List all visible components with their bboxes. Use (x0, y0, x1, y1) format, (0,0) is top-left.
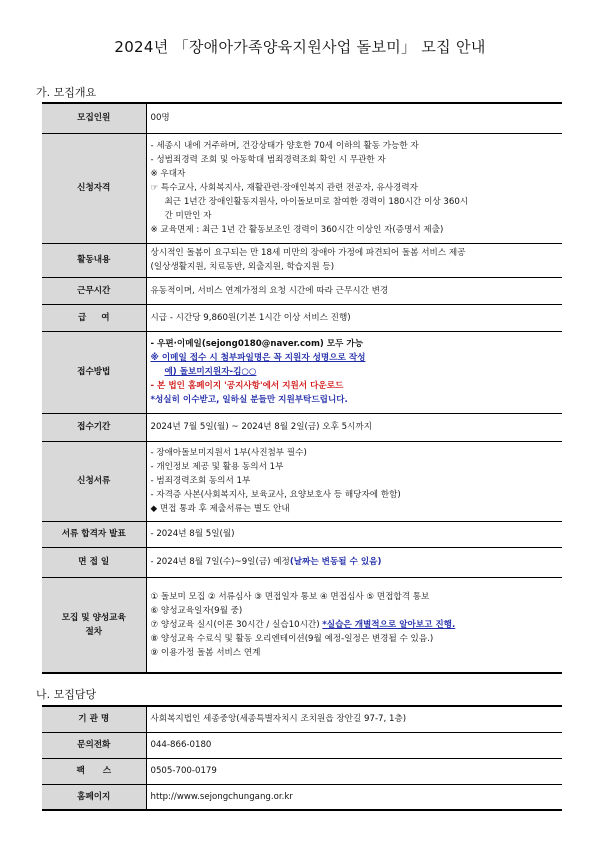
table-row (42, 441, 562, 521)
method-line-email-note: ※ 이메일 접수 시 첨부파일명은 꼭 지원자 성명으로 작성 (150, 353, 366, 363)
procedure-label (42, 577, 146, 673)
interview-note: (날짜는 변동될 수 있음) (289, 557, 382, 567)
method-line: - 우편·이메일(sejong0180@naver.com) 모두 가능 (150, 339, 364, 349)
procedure-practice-note: *실습은 개별적으로 알아보고 진행. (322, 619, 456, 630)
pay-value: 시급 - 시간당 9,860원(기본 1시간 이상 서비스 진행) (146, 304, 562, 331)
phone-label: 문의전화 (42, 732, 146, 758)
documents-line: - 개인정보 제공 및 활용 동의서 1부 (150, 462, 284, 472)
activity-value (146, 243, 562, 277)
recruit-overview-table (42, 102, 562, 674)
documents-line: - 장애아돌보미지원서 1부(사진첨부 필수) (150, 448, 307, 458)
hours-value: 유동적이며, 서비스 연계가정의 요청 시간에 따라 근무시간 변경 (146, 277, 562, 304)
procedure-line: ① 돌보미 모집 ② 서류심사 ③ 면접일자 통보 ④ 면접심사 ⑤ 면접합격 통보 (150, 591, 430, 602)
procedure-training: ⑦ 양성교육 실시(이론 30시간 / 실습10시간) (150, 619, 323, 630)
procedure-label-line: 모집 및 양성교육 (61, 612, 126, 623)
procedure-line: ⑥ 양성교육일자(9월 중) (150, 605, 243, 616)
section-heading-overview: 가. 모집개요 (36, 86, 97, 99)
table-row (42, 521, 562, 547)
pay-label: 급 여 (42, 304, 146, 331)
hours-label: 근무시간 (42, 277, 146, 304)
period-value: 2024년 7월 5일(월) ~ 2024년 8월 2일(금) 오후 5시까지 (146, 413, 562, 441)
pass-announcement-value: - 2024년 8월 5일(월) (146, 521, 562, 547)
procedure-label-line: 절차 (85, 626, 103, 637)
table-row (42, 547, 562, 577)
table-row (42, 732, 562, 758)
method-line-example: 예) 돌보미지원자-김○○ (164, 367, 257, 377)
table-row (42, 413, 562, 441)
table-row (42, 304, 562, 331)
fax-label: 팩 스 (42, 758, 146, 784)
activity-line: (일상생활지원, 치료동반, 외출지원, 학습지원 등) (150, 262, 335, 272)
interview-value (146, 547, 562, 577)
procedure-value (146, 577, 562, 673)
qualification-label: 신청자격 (42, 133, 146, 243)
method-value (146, 331, 562, 413)
method-line-request: *성실히 이수받고, 일하실 분들만 지원부탁드립니다. (150, 395, 348, 405)
org-label: 기 관 명 (42, 706, 146, 732)
documents-label: 신청서류 (42, 441, 146, 521)
qualification-line: - 세종시 내에 거주하며, 건강상태가 양호한 70세 이하의 활동 가능한 자 (150, 141, 419, 151)
table-row (42, 784, 562, 810)
website-label: 홈페이지 (42, 784, 146, 810)
table-row (42, 103, 562, 133)
method-line-download: - 본 법인 홈페이지 '공지사항'에서 지원서 다운로드 (150, 381, 344, 391)
interview-dates: - 2024년 8월 7일(수)~9일(금) 예정 (150, 557, 290, 567)
table-row (42, 577, 562, 673)
table-row (42, 331, 562, 413)
qualification-line: ※ 교육면제 : 최근 1년 간 활동보조인 경력이 360시간 이상인 자(증명서 제출) (150, 225, 444, 235)
documents-value (146, 441, 562, 521)
qualification-line: - 성범죄경력 조회 및 아동학대 범죄경력조회 확인 시 무관한 자 (150, 155, 386, 165)
table-row (42, 706, 562, 732)
table-row (42, 277, 562, 304)
page-title: 2024년 「장애아가족양육지원사업 돌보미」 모집 안내 (114, 38, 486, 56)
qualification-line: ※ 우대자 (150, 169, 186, 179)
documents-line: - 범죄경력조회 동의서 1부 (150, 476, 251, 486)
activity-line: 상시적인 돌봄이 요구되는 만 18세 미만의 장애아 가정에 파견되어 돌봄 서비스 제공 (150, 248, 466, 258)
table-row (42, 243, 562, 277)
table-row (42, 133, 562, 243)
qualification-line: 간 미만인 자 (164, 211, 212, 221)
interview-label: 면 접 일 (42, 547, 146, 577)
period-label: 접수기간 (42, 413, 146, 441)
table-row (42, 758, 562, 784)
activity-label: 활동내용 (42, 243, 146, 277)
contact-table (42, 705, 562, 811)
procedure-line: ⑨ 이용가정 돌봄 서비스 연계 (150, 647, 261, 658)
website-link[interactable]: http://www.sejongchungang.or.kr (146, 784, 562, 810)
documents-line: ◆ 면접 통과 후 제출서류는 별도 안내 (150, 504, 290, 514)
qualification-value (146, 133, 562, 243)
documents-line: - 자격증 사본(사회복지사, 보육교사, 요양보호사 등 해당자에 한함) (150, 490, 401, 500)
procedure-line (151, 618, 559, 632)
headcount-label: 모집인원 (42, 103, 146, 133)
method-label: 접수방법 (42, 331, 146, 413)
headcount-value: 00명 (146, 103, 562, 133)
qualification-line: ☞ 특수교사, 사회복지사, 재활관련·장애인복지 관련 전공자, 유사경력자 (150, 183, 418, 193)
section-heading-contact: 나. 모집담당 (36, 688, 97, 701)
phone-value: 044-866-0180 (146, 732, 562, 758)
pass-announcement-label: 서류 합격자 발표 (42, 521, 146, 547)
org-value: 사회복지법인 세종중앙(세종특별자치시 조치원읍 장안길 97-7, 1층) (146, 706, 562, 732)
fax-value: 0505-700-0179 (146, 758, 562, 784)
qualification-line: 최근 1년간 장애인활동지원사, 아이돌보미로 참여한 경력이 180시간 이상 360시 (164, 197, 469, 207)
procedure-line: ⑧ 양성교육 수료식 및 활동 오리엔테이션(9월 예정-일정은 변경될 수 있음.) (150, 633, 434, 644)
